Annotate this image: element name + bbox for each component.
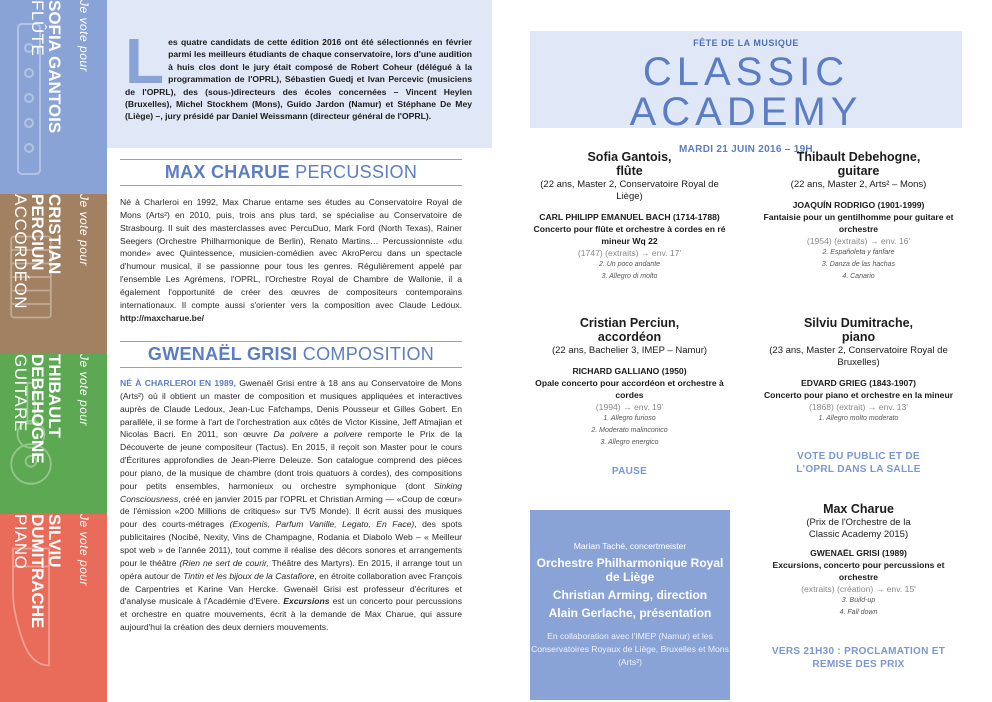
composer: JOAQUÍN RODRIGO (1901-1999) (792, 200, 925, 210)
performer-info: (Prix de l'Orchestre de la Classic Academy 2015) (806, 517, 911, 540)
bio-lead: NÉ À CHARLEROI EN 1989, (120, 378, 236, 388)
composer: RICHARD GALLIANO (1950) (572, 366, 687, 376)
vote-label: Je vote pour (77, 514, 91, 587)
movement: 3. Build-up (841, 597, 876, 604)
gwenael-grisi-bio (120, 377, 462, 634)
composer: CARL PHILIPP EMANUEL BACH (1714-1788) (539, 212, 720, 222)
max-charue-bio (120, 196, 462, 324)
performer-info: (23 ans, Master 2, Conservatoire Royal de Bruxelles) (769, 345, 948, 368)
tab-sofia-gantois (0, 0, 107, 194)
header-kicker: FÊTE DE LA MUSIQUE (693, 38, 799, 48)
candidate-name-line2: DUMITRACHE (28, 514, 47, 629)
performer-instrument: guitare (837, 164, 880, 178)
bio-text: Gwenaël Grisi entre à 18 ans au Conservatoire de Mons (Arts²) où il obtient un master de composition et musiques appliquées et interactives auprès de Claude Ledoux, Jean-Luc Fafchamps, Denis Pousseur et Gilles Gobert. En parallèle, il se forme à l'art de l'orchestration aux côtés de Victor Kissine, Jeff Atmajian et Nicolas Bacri. En 2011, son œuvre (120, 378, 462, 440)
composer: EDVARD GRIEG (1843-1907) (801, 378, 916, 388)
bio-text: est un concerto pour percussions et orchestre en quatre mouvements, écrit à la demande de Max Charue, qui assure aujourd'hui la création des deux derniers mouvements. (120, 596, 462, 633)
header-date: MARDI 21 JUIN 2016 – 19H (679, 144, 813, 155)
performer-instrument: piano (841, 330, 876, 344)
vote-label: Je vote pour (77, 354, 91, 427)
section-title-light: COMPOSITION (302, 344, 435, 364)
candidate-name: SOFIA GANTOIS (45, 0, 64, 134)
pause-label: PAUSE (611, 466, 648, 477)
bio-text: Né à Charleroi en 1992, Max Charue entame ses études au Conservatoire Royal de Mons (Arts²) en 2010, puis, trois ans plus tard, se spécialise au Conservatoire de Strasbourg. Il suit des masterclasses avec PercuDuo, Mark Ford (North Texas), Rainer Seegers (Orchestre Philharmonique de Berlin), Renato Martins… Percussionniste «du monde» avec Quintessence, musicien-comédien avec AkroPercu dans un spectacle d'humour musical, il se passionne pour tous les genres. Régulièrement appelé par l'ensemble Les Agrémens, l'OPRL, l'Orchestre Royal de Chambre de Wallonie, il a également l'opportunité de créer des œuvres de compositeurs contemporains internationaux. Il compte aussi s'orienter vers la composition avec Claude Ledoux. (120, 197, 462, 310)
performer-name: Silviu Dumitrache, (803, 316, 914, 330)
performer-name: Max Charue (823, 502, 894, 516)
performer-instrument: flûte (616, 164, 643, 178)
tab-silviu-dumitrache (0, 514, 107, 702)
orchestra-name: Orchestre Philharmonique Royal de Liège (536, 556, 724, 584)
section-title-bold: GWENAËL GRISI (147, 344, 298, 364)
work-title: Concerto pour flûte et orchestre à cordes en ré mineur Wq 22 (533, 224, 726, 246)
work-meta: (extraits) (création) → env. 15' (801, 584, 916, 594)
programme-item-cristian (527, 316, 732, 449)
performer-info: (22 ans, Bachelier 3, IMEP – Namur) (551, 345, 708, 356)
programme-item-sofia (527, 150, 732, 283)
programme-item-thibault (756, 150, 961, 283)
work-title: Opale concerto pour accordéon et orchestre à cordes (535, 378, 724, 400)
work-meta: (1747) (extraits) → env. 17' (577, 248, 682, 258)
work-meta: (1994) → env. 19' (595, 402, 664, 412)
bio-italic: Tintin et les bijoux de la Castafiore (183, 570, 315, 581)
dropcap: L (125, 25, 165, 97)
presenter: Alain Gerlache, présentation (548, 606, 712, 620)
bio-text: , en étroite collaboration avec François de Carpentries et Karine Van Hercke. Gwenaël Grisi est professeur d'écritures et d'analyse musicale à l'Académie d'Evere. (120, 570, 462, 607)
performer-name: Cristian Perciun, (579, 316, 680, 330)
candidate-instrument: ACCORDÉON (11, 194, 30, 310)
bio-italic: (Exogenis, Parfum Vanille, Legato, En Face) (229, 519, 415, 530)
work-title: Fantaisie pour un gentilhomme pour guitare et orchestre (763, 212, 954, 234)
bio-italic: Da polvere a polvere (273, 429, 363, 440)
orchestra-box (530, 510, 730, 700)
movement: 4. Fall down (839, 609, 878, 616)
work-title: Excursions, concerto pour percussions et orchestre (772, 560, 945, 582)
movement: 2. Un poco andante (598, 261, 661, 268)
conductor: Christian Arming, direction (552, 588, 708, 602)
work-meta: (1954) (extraits) → env. 16' (806, 236, 911, 246)
bio-text: , des spots publicitaires (Nocibé, Nexity, Vins de Champagne, Rodania et Diabolo Web – « Meilleur spot web » de l'année 2011), tout comme il réalise des décors sonores et arrangements pour le théâtre (120, 519, 462, 568)
vote-label-public: VOTE DU PUBLIC ET DE L'OPRL DANS LA SALLE (796, 451, 921, 475)
candidate-instrument: GUITARE (11, 354, 30, 432)
programme-item-max-charue (756, 502, 961, 619)
section-title-max-charue (120, 159, 462, 186)
proclamation-label: VERS 21H30 : PROCLAMATION ET REMISE DES PRIX (771, 646, 946, 670)
performer-info: (22 ans, Master 2, Conservatoire Royal de Liège) (540, 179, 719, 202)
bio-italic: Sinking Consciousness (120, 480, 462, 504)
collaboration-note: En collaboration avec l'IMEP (Namur) et les Conservatoires Royaux de Liège, Bruxelles et Mons (Arts²) (531, 631, 729, 667)
intro-box (107, 0, 492, 148)
page-title: CLASSIC ACADEMY (629, 50, 863, 134)
candidate-instrument: PIANO (11, 514, 30, 570)
candidate-name: CRISTIAN PERCIUN (28, 194, 64, 275)
movement: 3. Danza de las hachas (821, 261, 896, 268)
section-title-gwenael-grisi (120, 341, 462, 368)
movement: 4. Canario (842, 273, 875, 280)
bio-text: remporte le Prix de la Découverte de jeune compositeur (Tactus). En 2015, il reçoit son Master pour le cours d'Écritures approfondies de Jean-Pierre Deleuze. Son catalogue comprend des pièces pour piano, de la musique de chambre (dont trois quatuors à cordes), des compositions pour petits ensembles, harmonieux ou orchestre symphonique (dont (120, 429, 462, 491)
performer-instrument: accordéon (597, 330, 662, 344)
movement: 2. Moderato malinconico (591, 427, 668, 434)
performer-name: Sofia Gantois, (587, 150, 672, 164)
bio-bold-italic: Excursions (283, 596, 330, 607)
programme-item-silviu (756, 316, 961, 425)
bio-italic: (Rien ne sert de courir, (179, 557, 269, 568)
movement: 1. Allegro molto moderato (818, 415, 899, 422)
tab-thibault-debehogne (0, 354, 107, 514)
bio-text: , créé en janvier 2015 par l'OPRL et Christian Arming — «Coup de cœur» de l'émission «200 Millions de critiques» sur TV5 Monde). Il écrit aussi des musiques pour des courts-métrages (120, 493, 462, 530)
bio-link[interactable]: http://maxcharue.be/ (120, 312, 205, 323)
movement: 3. Allegro di molto (601, 273, 658, 280)
intro-text: es quatre candidats de cette édition 2016 ont été sélectionnés en février parmi les meilleurs étudiants de chaque conservatoire, lors d'une audition à huis clos dont le jury était composé de Robert Coheur (délégué à la programmation de l'OPRL), Sébastien Guedj et Ivan Percevic (musiciens de l'OPRL), des (sous-)directeurs des écoles concernées – Vincent Heylen (Bruxelles), Michel Stockhem (Mons), Guido Jardon (Namur) et Stéphane De Mey (Liège) –, jury présidé par Daniel Weissmann (directeur général de l'OPRL). (125, 37, 472, 122)
section-title-light: PERCUSSION (295, 162, 418, 182)
movement: 2. Españoleta y fanfare (822, 249, 895, 256)
vote-label: Je vote pour (77, 0, 91, 73)
concertmeister: Marian Taché, concertmeister (573, 541, 687, 551)
bio-text: Théâtre des Martyrs). En 2015, il arrange tout un opéra autour de (120, 557, 462, 581)
movement: 1. Allegro furioso (603, 415, 656, 422)
section-title-bold: MAX CHARUE (164, 162, 290, 182)
composer: GWENAËL GRISI (1989) (810, 548, 907, 558)
work-title: Concerto pour piano et orchestre en la mineur (763, 390, 954, 400)
work-meta: (1868) (extrait) → env. 13' (809, 402, 908, 412)
vote-label: Je vote pour (77, 194, 91, 267)
candidate-instrument: FLÛTE (28, 0, 47, 57)
movement: 3. Allegro energico (600, 439, 659, 446)
candidate-name-line1: SILVIU (45, 514, 64, 568)
candidate-name-line1: THIBAULT (45, 354, 64, 438)
performer-info: (22 ans, Master 2, Arts² – Mons) (790, 179, 927, 190)
header-box (530, 31, 962, 155)
candidate-name-line2: DEBEHOGNE (28, 354, 47, 464)
performer-name: Thibault Debehogne, (796, 150, 921, 164)
tab-cristian-perciun (0, 194, 107, 354)
